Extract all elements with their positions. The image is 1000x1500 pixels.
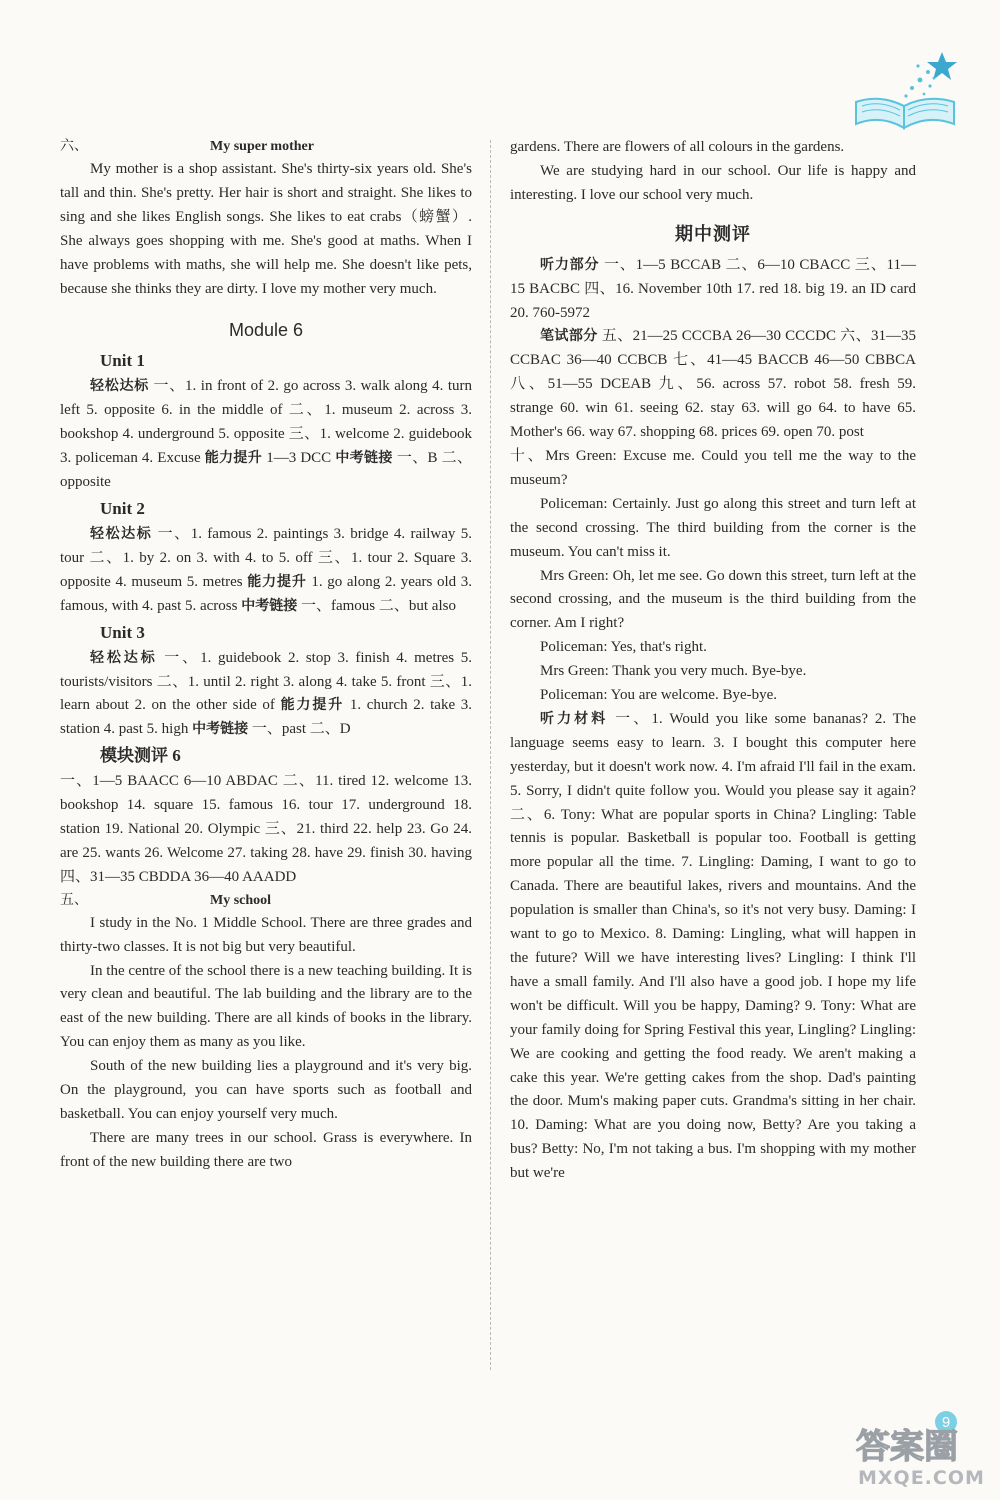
keyword-label: 轻松达标: [90, 378, 150, 395]
essay-title-text: My school: [210, 892, 272, 908]
essay-paragraph: My mother is a shop assistant. She's thirty-six years old. She's tall and thin. She's pretty. Her hair is short and straight. She likes to sing and she likes English songs. She likes to eat crabs（螃蟹）. She always goes shopping with me. She's good at maths. When I have problems with maths, she will help me. She doesn't like pets, because she thinks they are dirty. I love my mother very much.: [60, 161, 472, 297]
unit-answers: [60, 375, 472, 495]
answer-text: 一、past 二、D: [248, 721, 351, 738]
page-number: 9: [941, 1414, 951, 1431]
essay-number: 五、: [60, 892, 88, 908]
answer-watermark-logo: [850, 1408, 990, 1490]
module-test-answers: 一、1—5 BAACC 6—10 ABDAC 二、11. tired 12. welcome 13. bookshop 14. square 15. famous 16. tour 17. underground 18. station 19. National 20. Olympic 三、21. third 22. help 23. Go 24. are 25. wants 26. Welcome 27. taking 28. have 29. finish 30. having 四、31—35 CBDDA 36—40 AAADD: [60, 773, 472, 885]
keyword-label: 中考链接: [241, 597, 298, 614]
answer-text: 一、1. famous 2. paintings 3. bridge 4. railway 5. tour 二、1. by 2. on 3. with 4. to 5. off 三、1. tour 2. Square 3. opposite 4. museum 5. metres: [60, 525, 472, 590]
essay-title-text: My super mother: [210, 139, 314, 154]
open-book-stars-logo: [850, 50, 962, 132]
module-title: Module 6: [228, 320, 304, 341]
keyword-label: 轻松达标: [90, 525, 153, 542]
keyword-label: 能力提升: [247, 573, 307, 590]
watermark-url: MXQE.COM: [858, 1467, 985, 1489]
essay-paragraph: In the centre of the school there is a new teaching building. It is very clean and beautiful. The lab building and the library are to the east of the new building. There are all kinds of books in the library. You can enjoy them as many as you like.: [60, 962, 472, 1051]
column-divider: [490, 140, 491, 1370]
keyword-label: 听力材料: [540, 710, 609, 727]
dialogue-line: Policeman: You are welcome. Bye-bye.: [540, 687, 778, 704]
listening-answers: [510, 254, 916, 326]
module-test-title: 模块测评 6: [100, 746, 181, 766]
dialogue-line: Policeman: Certainly. Just go along this street and turn left at the second crossing. The third building from the corner is the museum. You can't miss it.: [510, 495, 916, 560]
answer-text: 五、21—25 CCCBA 26—30 CCCDC 六、31—35 CCBAC 36—40 CCBCB 七、41—45 BACCB 46—50 CBBCA 八、51—55 DCEAB 九、56. across 57. robot 58. fresh 59. strange 60. win 61. seeing 62. stay 63. will go 64. to have 65. Mother's 66. way 67. shopping 68. prices 69. open 70. post: [510, 328, 916, 441]
written-answers: [510, 325, 916, 445]
left-column: [60, 136, 472, 1175]
answer-text: 1. church 2. take 3. station 4. past 5. high: [60, 697, 473, 738]
listening-material: [510, 708, 916, 1186]
essay-title-my-school: [60, 890, 472, 912]
keyword-label: 听力部分: [540, 256, 600, 273]
keyword-label: 笔试部分: [540, 328, 598, 345]
essay-paragraph: I study in the No. 1 Middle School. There are three grades and thirty-two classes. It is not big but very beautiful.: [60, 914, 472, 955]
right-column: [510, 136, 916, 1186]
keyword-label: 能力提升: [280, 697, 345, 714]
answer-text: 一、1—5 BCCAB 二、6—10 CBACC 三、11—15 BACBC 四、16. November 10th 17. red 18. big 19. an ID card 20. 760-5972: [510, 256, 916, 321]
answer-text: 一、1. in front of 2. go across 3. walk along 4. turn left 5. opposite 6. in the middle of 二、1. museum 2. across 3. bookshop 4. underground 5. opposite 三、1. welcome 2. guidebook 3. policeman 4. Excuse: [60, 378, 473, 467]
essay-paragraph: We are studying hard in our school. Our life is happy and interesting. I love our school very much.: [510, 162, 916, 203]
keyword-label: 中考链接: [335, 450, 393, 467]
answer-text: 一、1. guidebook 2. stop 3. finish 4. metres 5. tourists/visitors 二、1. until 2. right 3. along 4. take 5. front 三、1. learn about 2. on the other side of: [60, 649, 473, 714]
dialogue-line: Mrs Green: Thank you very much. Bye-bye.: [540, 663, 807, 680]
unit-answers: [60, 647, 472, 743]
essay-continuation: gardens. There are flowers of all colours in the gardens.: [510, 139, 845, 155]
essay-paragraph: South of the new building lies a playground and it's very big. On the playground, you can have sports such as football and basketball. You can enjoy yourself very much.: [60, 1058, 472, 1122]
dialogue-line: 十、Mrs Green: Excuse me. Could you tell me the way to the museum?: [510, 447, 916, 488]
answer-text: 一、B 二、opposite: [60, 450, 473, 491]
answer-text: 一、famous 二、but also: [297, 597, 456, 614]
keyword-label: 能力提升: [204, 450, 263, 467]
essay-number: 六、: [60, 139, 88, 154]
unit-title: Unit 2: [100, 498, 145, 518]
answer-text: 1. go along 2. years old 3. famous, with 4. past 5. across: [60, 573, 473, 614]
material-text: 一、1. Would you like some bananas? 2. The language seems easy to learn. 3. I bought this computer here yesterday, but it doesn't work now. 4. I'm afraid I'll fail in the exam. 5. Sorry, I didn't quite follow you. Would you please say it again? 二、6. Tony: What are popular sports in China? Lingling: Table tennis is popular. Basketball is popular too. Football is getting more popular all the time. 7. Lingling: Daming, I want to go to Canada. There are beautiful lakes, rivers and mountains. And the population is smaller than China's, so it's not very busy. Daming: I want to go to Mexico. 8. Daming: Lingling, what will happen in the future? Will we have interesting lives? Lingling: I think I'll have a small family. And I'll also have a good job. I hope my life won't be difficult. Will you be happy, Daming? 9. Tony: What are your family doing for Spring Festival this year, Lingling? Lingling: We are cooking and getting the food ready. We aren't making a cake this year. We're getting cakes from the shop. Dad's painting the door. Mum's making paper cuts. Grandma's sitting in her chair. 10. Daming: What are you doing now, Betty? Are you taking a bus? Betty: No, I'm not taking a bus. I'm shopping with my mother but we're: [510, 710, 916, 1182]
unit-title: Unit 3: [100, 622, 145, 642]
unit-title: Unit 1: [100, 351, 145, 371]
unit-answers: [60, 523, 472, 619]
watermark-chinese: 答案圈: [856, 1427, 958, 1467]
keyword-label: 轻松达标: [90, 649, 158, 666]
keyword-label: 中考链接: [192, 721, 249, 738]
dialogue-line: Mrs Green: Oh, let me see. Go down this street, turn left at the second crossing, and the museum is the third building from the corner. Am I right?: [510, 567, 916, 632]
essay-title-my-super-mother: [60, 136, 472, 158]
section-title: 期中测评: [675, 223, 751, 245]
essay-paragraph: There are many trees in our school. Grass is everywhere. In front of the new building there are two: [60, 1129, 472, 1170]
dialogue-line: Policeman: Yes, that's right.: [540, 639, 707, 656]
answer-text: 1—3 DCC: [262, 450, 336, 467]
